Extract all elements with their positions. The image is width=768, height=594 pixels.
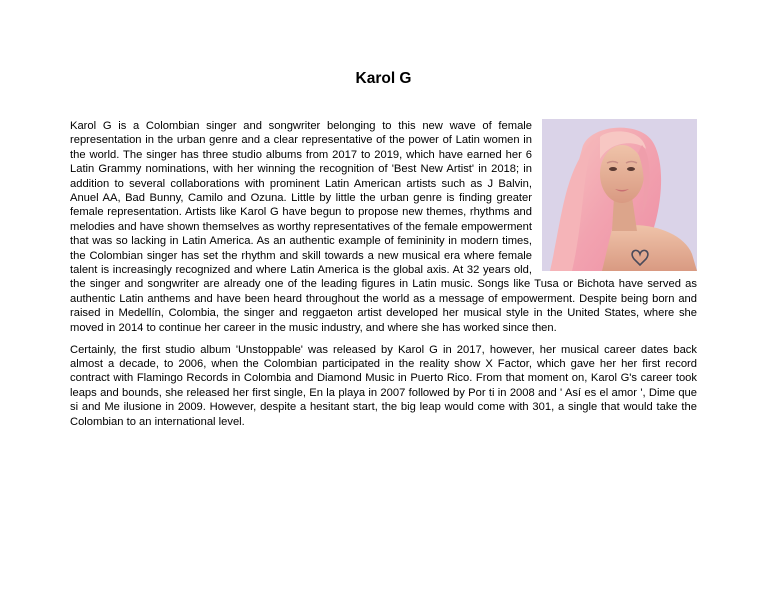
artist-portrait-image bbox=[542, 119, 697, 271]
document-title: Karol G bbox=[355, 70, 412, 87]
artist-photo bbox=[542, 119, 697, 271]
document-body bbox=[70, 119, 697, 429]
document-page bbox=[70, 0, 697, 437]
paragraph: Certainly, the first studio album 'Unstoppable' was released by Karol G in 2017, however, her musical career dates back almost a decade, to 2006, when the Colombian participated in the reality show X Factor, which gave her her first record contract with Flamingo Records in Colombia and Diamond Music in Puerto Rico. From that moment on, Karol G's career took leaps and bounds, she released her first single, En la playa in 2007 followed by Por ti in 2008 and ' Así es el amor ', Dime que si and Me ilusione in 2009. However, despite a hesitant start, the big leap would come with 301, a single that would take the Colombian to an international level. bbox=[70, 343, 697, 428]
paragraph: Karol G is a Colombian singer and songwriter belonging to this new wave of female representation in the urban genre and a clear representative of the power of Latin women in the world. The singer has three studio albums from 2017 to 2019, which have earned her 6 Latin Grammy nominations, with her winning the recognition of 'Best New Artist' in 2018; in addition to several collaborations with prominent Latin American artists such as J Balvin, Anuel AA, Bad Bunny, Camilo and Ozuna. Little by little the urban genre is finding greater female representation. Artists like Karol G have begun to propose new themes, rhythms and melodies and have shown themselves as worthy representatives of the female empowerment that was so lacking in Latin America. As an authentic example of femininity in modern times, the Colombian singer has set the rhythm and skill towards a new musical era where female talent is increasingly recognized and where Latin America is the global axis. At 32 years old, the singer and songwriter are already one of the leading figures in Latin music. Songs like Tusa or Bichota have served as authentic Latin anthems and have been heard throughout the world as a message of empowerment. Despite being born and raised in Medellín, Colombia, the singer and reggaeton artist developed her musical style in the United States, where she moved in 2014 to continue her career in the music industry, and where she has worked since then. bbox=[70, 120, 697, 334]
